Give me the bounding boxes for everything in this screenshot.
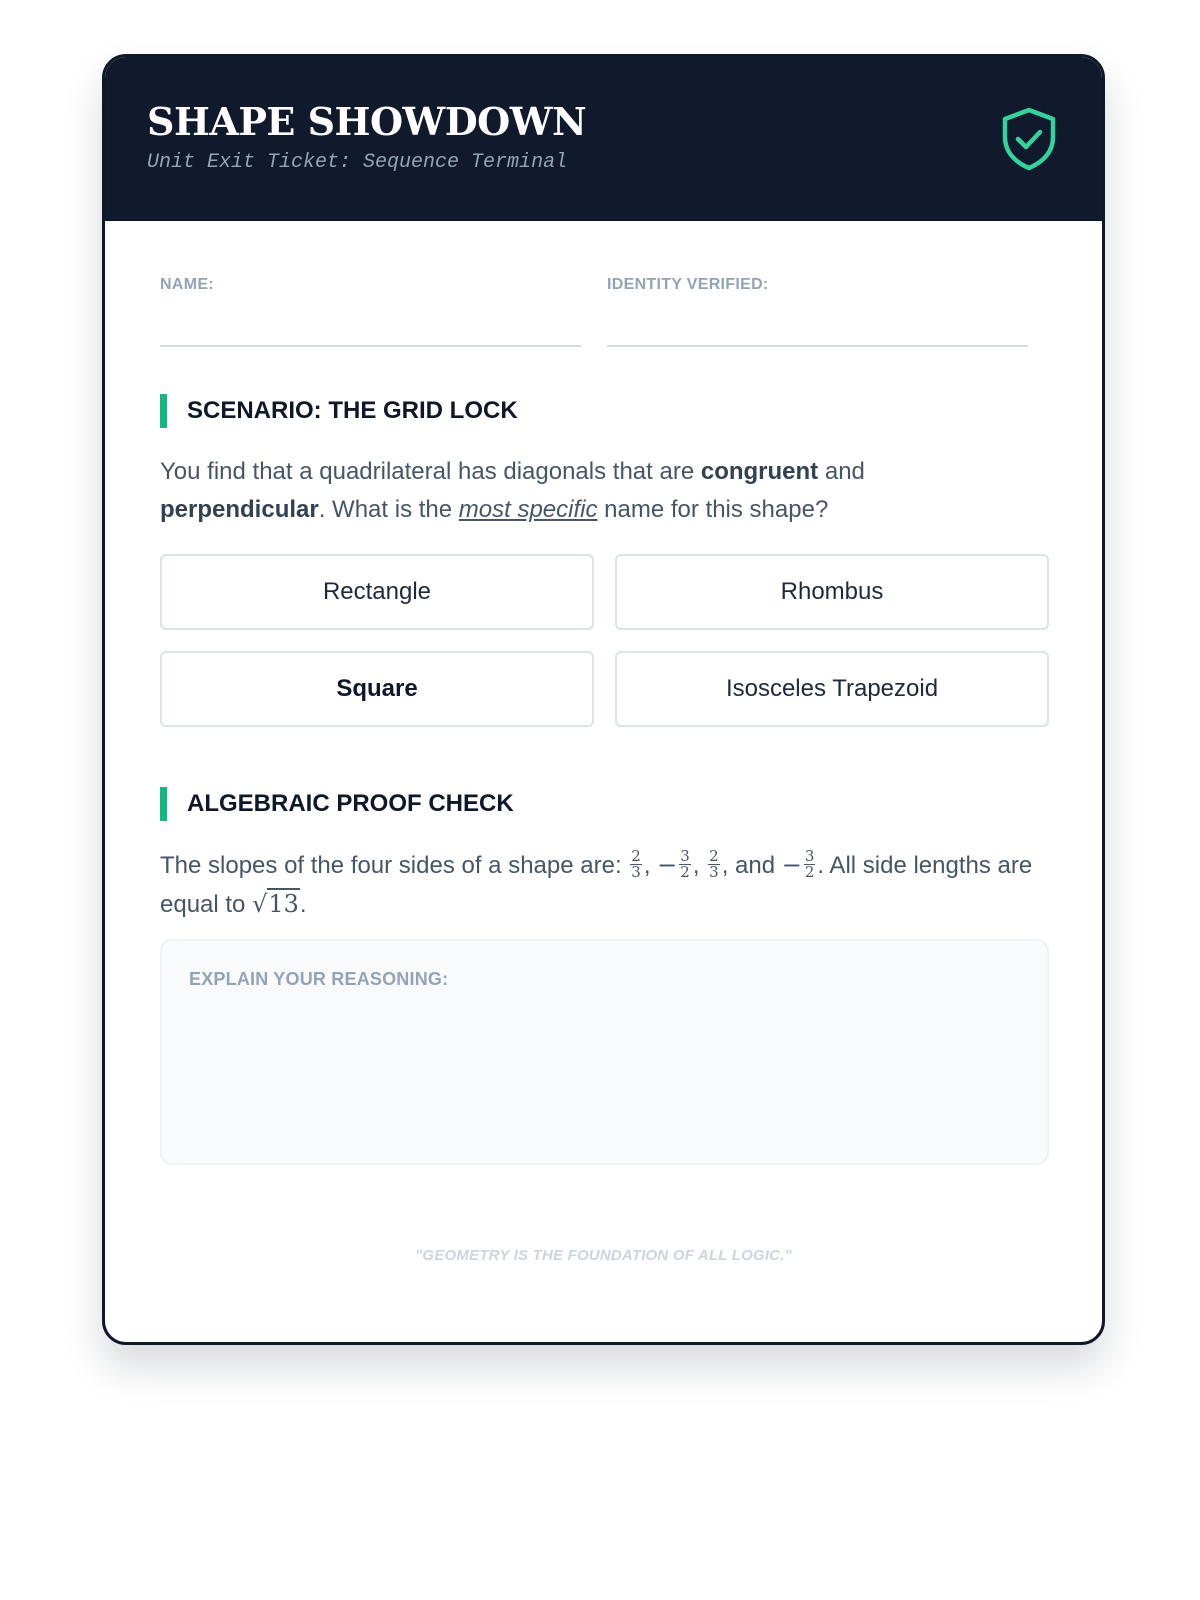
proof-title: ALGEBRAIC PROOF CHECK: [187, 790, 514, 817]
reasoning-label: EXPLAIN YOUR REASONING:: [189, 969, 449, 989]
scenario-question: You find that a quadrilateral has diagonals that are congruent and perpendicular. What is the most specific name for this shape?: [160, 458, 865, 523]
slope-fraction: $\frac{2}{3}$: [709, 847, 719, 882]
exit-ticket-card: [102, 54, 1105, 1345]
option-isosceles-trapezoid[interactable]: Isosceles Trapezoid: [615, 651, 1049, 727]
slope-fraction: $\frac{3}{2}$: [804, 847, 815, 882]
footer-quote: "GEOMETRY IS THE FOUNDATION OF ALL LOGIC.": [415, 1247, 792, 1264]
shield-check-icon: [1001, 107, 1057, 171]
section-accent-bar: [160, 394, 167, 428]
scenario-title: SCENARIO: THE GRID LOCK: [187, 397, 518, 424]
reasoning-answer-box[interactable]: [160, 939, 1049, 1165]
option-rhombus[interactable]: Rhombus: [615, 554, 1049, 630]
slope-fraction: $\frac{3}{2}$: [680, 847, 690, 882]
identity-field[interactable]: [607, 345, 1028, 347]
ticket-header: [105, 57, 1102, 221]
page-title: SHAPE SHOWDOWN: [147, 99, 587, 144]
name-field[interactable]: [160, 345, 581, 347]
section-accent-bar: [160, 787, 167, 821]
identity-label: IDENTITY VERIFIED:: [607, 276, 769, 293]
proof-question: The slopes of the four sides of a shape are: $\frac{2}{3}$ , − $\frac{3}{2}$ , $\frac{2}{3}$ , and − $\frac{3}{2}$ . All side lengths are equal to √13.: [160, 847, 1033, 918]
name-label: NAME:: [160, 276, 214, 293]
sqrt-expression: √13: [252, 890, 299, 918]
option-square[interactable]: Square: [160, 651, 594, 727]
slope-fraction: $\frac{2}{3}$: [631, 847, 641, 882]
page-subtitle: Unit Exit Ticket: Sequence Terminal: [147, 151, 568, 174]
option-rectangle[interactable]: Rectangle: [160, 554, 594, 630]
